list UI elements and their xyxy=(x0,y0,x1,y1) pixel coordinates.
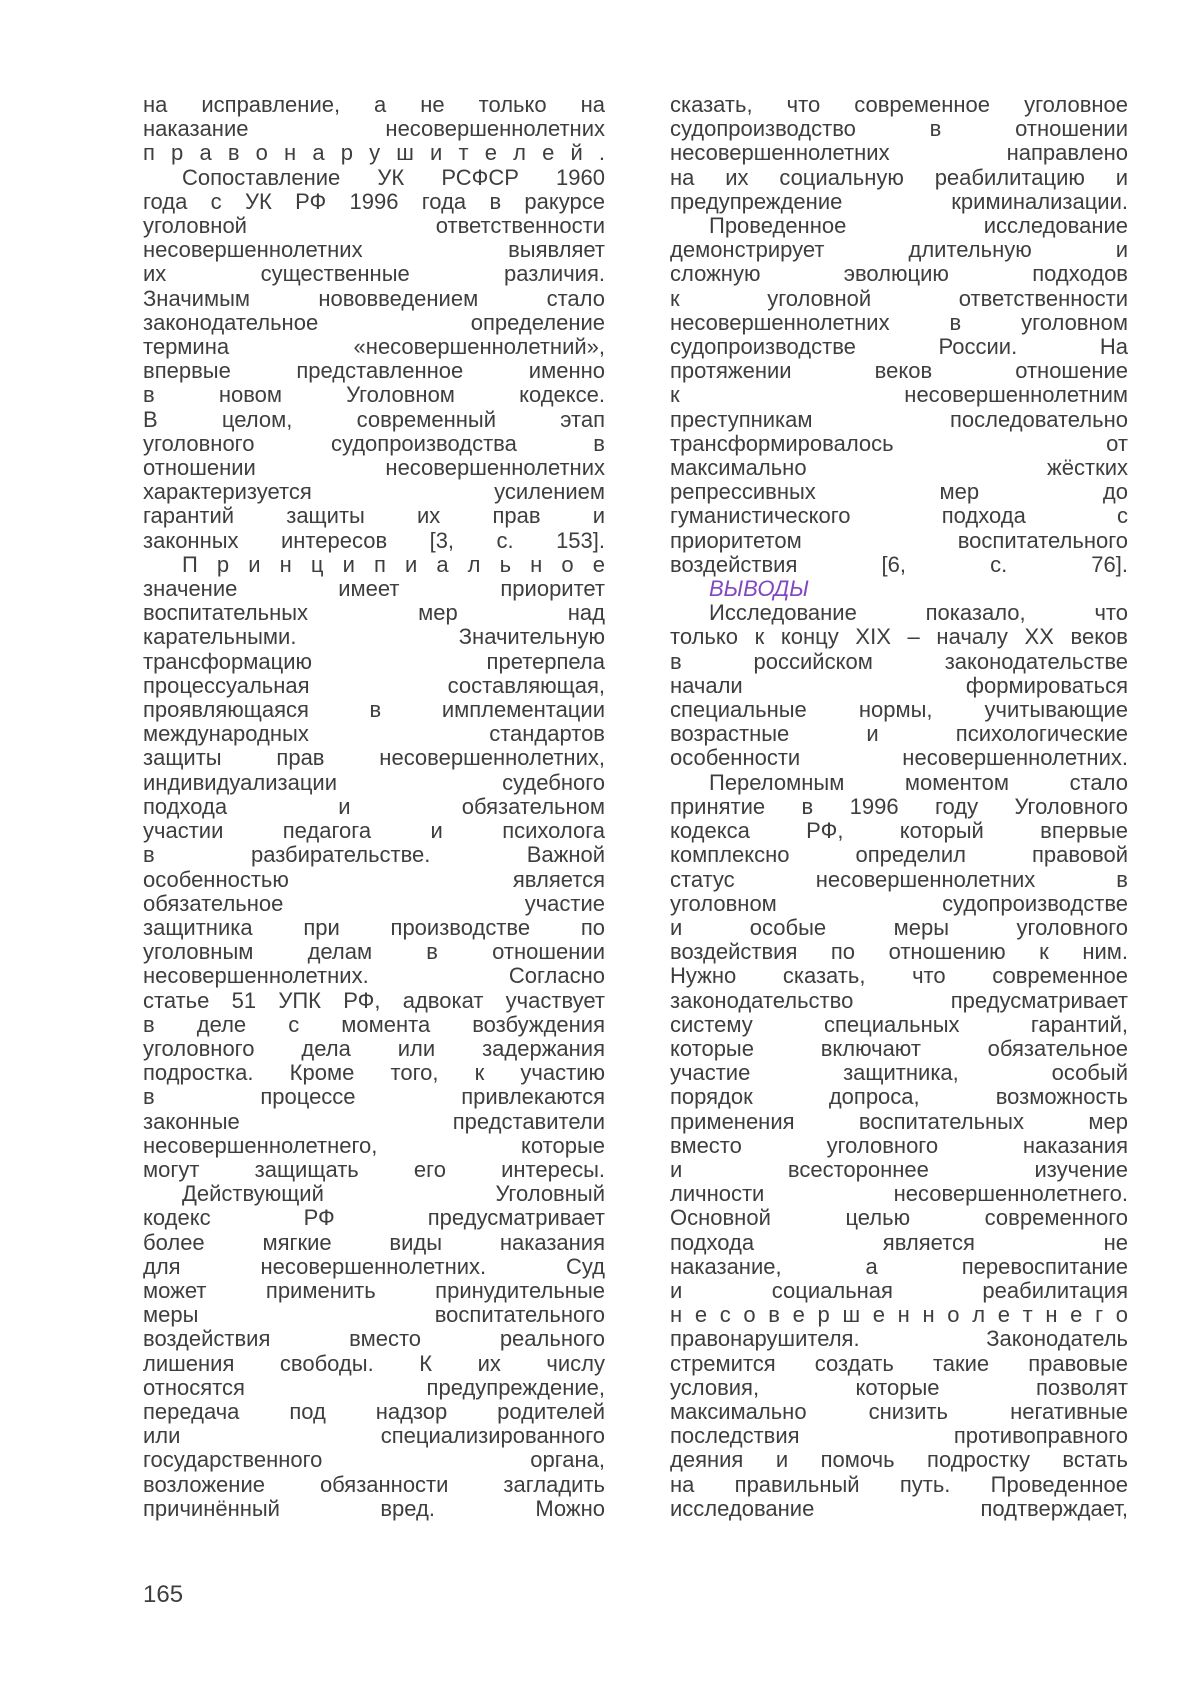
text-line: подростка. Кроме того, к участию xyxy=(143,1061,605,1086)
text-line: сложную эволюцию подходов xyxy=(670,262,1128,287)
page-number: 165 xyxy=(143,1581,184,1608)
text-line: исследование подтверждает, xyxy=(670,1496,1128,1521)
text-line: гарантий защиты их прав и xyxy=(143,504,605,529)
paragraph xyxy=(143,553,605,1182)
text-line: карательными. Значительную xyxy=(143,625,605,650)
text-line: воздействия [6, с. 76]. xyxy=(670,552,1128,577)
text-line: н е с о в е р ш е н н о л е т н е г о xyxy=(670,1303,1128,1328)
text-line: судопроизводство в отношении xyxy=(670,117,1128,142)
text-line: правонарушителя. Законодатель xyxy=(670,1327,1128,1352)
text-line: максимально снизить негативные xyxy=(670,1399,1128,1424)
text-line: законодательное определение xyxy=(143,310,605,335)
text-line: в деле с момента возбуждения xyxy=(143,1012,605,1037)
text-column-left xyxy=(143,93,605,1521)
text-line: протяжении веков отношение xyxy=(670,359,1128,384)
text-line: на их социальную реабилитацию и xyxy=(670,165,1128,190)
text-line: отношении несовершеннолетних xyxy=(143,456,605,481)
text-line: характеризуется усилением xyxy=(143,480,605,505)
text-line: приоритетом воспитательного xyxy=(670,528,1128,553)
text-line: несовершеннолетних выявляет xyxy=(143,238,605,263)
paragraph xyxy=(143,93,605,166)
text-line: термина «несовершеннолетний», xyxy=(143,335,605,360)
text-line: личности несовершеннолетнего. xyxy=(670,1182,1128,1207)
text-line: уголовным делам в отношении xyxy=(143,940,605,965)
text-line: вместо уголовного наказания xyxy=(670,1133,1128,1158)
text-line: принятие в 1996 году Уголовного xyxy=(670,794,1128,819)
text-line: законодательство предусматривает xyxy=(670,988,1128,1013)
text-line: Нужно сказать, что современное xyxy=(670,964,1128,989)
paragraph xyxy=(670,214,1128,577)
text-line: участии педагога и психолога xyxy=(143,819,605,844)
text-line: индивидуализации судебного xyxy=(143,770,605,795)
text-line: Основной целью современного xyxy=(670,1206,1128,1231)
text-line: несовершеннолетних. Согласно xyxy=(143,964,605,989)
text-line: могут защищать его интересы. xyxy=(143,1157,605,1182)
text-line: сказать, что современное уголовное xyxy=(670,93,1128,117)
text-line: применения воспитательных мер xyxy=(670,1109,1128,1134)
text-line: судопроизводстве России. На xyxy=(670,335,1128,360)
text-line: предупреждение криминализации. xyxy=(670,189,1128,214)
text-line: значение имеет приоритет xyxy=(143,577,605,602)
text-line: лишения свободы. К их числу xyxy=(143,1351,605,1376)
text-line: систему специальных гарантий, xyxy=(670,1012,1128,1037)
text-line: репрессивных мер до xyxy=(670,480,1128,505)
text-line: законные представители xyxy=(143,1109,605,1134)
text-line: законных интересов [3, с. 153]. xyxy=(143,528,605,553)
text-line: на правильный путь. Проведенное xyxy=(670,1472,1128,1497)
text-line: демонстрирует длительную и xyxy=(670,238,1128,263)
text-line: на исправление, а не только на xyxy=(143,93,605,117)
text-line: начали формироваться xyxy=(670,673,1128,698)
paragraph xyxy=(143,1182,605,1521)
text-line: трансформацию претерпела xyxy=(143,649,605,674)
text-column-right xyxy=(670,93,1128,1521)
text-line: в российском законодательстве xyxy=(670,649,1128,674)
text-line: впервые представленное именно xyxy=(143,359,605,384)
paragraph xyxy=(670,601,1128,770)
text-line: воспитательных мер над xyxy=(143,601,605,626)
text-line: максимально жёстких xyxy=(670,456,1128,481)
text-line: передача под надзор родителей xyxy=(143,1399,605,1424)
text-line: несовершеннолетних направлено xyxy=(670,141,1128,166)
text-line: обязательное участие xyxy=(143,891,605,916)
text-line: в разбирательстве. Важной xyxy=(143,843,605,868)
text-line: подхода и обязательном xyxy=(143,794,605,819)
text-line: особенности несовершеннолетних. xyxy=(670,746,1128,771)
text-line: специальные нормы, учитывающие xyxy=(670,698,1128,723)
text-line: условия, которые позволят xyxy=(670,1375,1128,1400)
text-line: несовершеннолетнего, которые xyxy=(143,1133,605,1158)
text-line: только к концу XIX – началу XX веков xyxy=(670,625,1128,650)
text-line: защитника при производстве по xyxy=(143,915,605,940)
text-line: Значимым нововведением стало xyxy=(143,286,605,311)
text-line: п р а в о н а р у ш и т е л е й . xyxy=(143,141,605,166)
text-line: наказание несовершеннолетних xyxy=(143,117,605,142)
text-line: П р и н ц и п и а л ь н о е xyxy=(182,552,605,577)
text-line: воздействия вместо реального xyxy=(143,1327,605,1352)
text-line: стремится создать такие правовые xyxy=(670,1351,1128,1376)
section-heading xyxy=(670,577,1128,601)
text-line: наказание, а перевоспитание xyxy=(670,1254,1128,1279)
text-line: защиты прав несовершеннолетних, xyxy=(143,746,605,771)
text-line: возрастные и психологические xyxy=(670,722,1128,747)
text-line: более мягкие виды наказания xyxy=(143,1230,605,1255)
text-line: меры воспитательного xyxy=(143,1303,605,1328)
text-line: деяния и помочь подростку встать xyxy=(670,1448,1128,1473)
text-line: к уголовной ответственности xyxy=(670,286,1128,311)
text-line: воздействия по отношению к ним. xyxy=(670,940,1128,965)
text-line: Проведенное исследование xyxy=(709,214,1128,239)
text-line: кодекс РФ предусматривает xyxy=(143,1206,605,1231)
text-line: или специализированного xyxy=(143,1424,605,1449)
text-line: может применить принудительные xyxy=(143,1278,605,1303)
text-line: уголовного судопроизводства в xyxy=(143,431,605,456)
text-line: года с УК РФ 1996 года в ракурсе xyxy=(143,189,605,214)
text-line: и особые меры уголовного xyxy=(670,915,1128,940)
text-line: последствия противоправного xyxy=(670,1424,1128,1449)
section-heading-text: ВЫВОДЫ xyxy=(709,577,809,602)
paragraph xyxy=(670,771,1128,1521)
text-line: для несовершеннолетних. Суд xyxy=(143,1254,605,1279)
text-line: государственного органа, xyxy=(143,1448,605,1473)
text-line: кодекса РФ, который впервые xyxy=(670,819,1128,844)
text-line: статье 51 УПК РФ, адвокат участвует xyxy=(143,988,605,1013)
text-line: Переломным моментом стало xyxy=(709,770,1128,795)
text-line: к несовершеннолетним xyxy=(670,383,1128,408)
text-line: и социальная реабилитация xyxy=(670,1278,1128,1303)
text-line: уголовной ответственности xyxy=(143,214,605,239)
text-line: в процессе привлекаются xyxy=(143,1085,605,1110)
text-line: уголовного дела или задержания xyxy=(143,1036,605,1061)
text-line: их существенные различия. xyxy=(143,262,605,287)
text-line: проявляющаяся в имплементации xyxy=(143,698,605,723)
text-line: комплексно определил правовой xyxy=(670,843,1128,868)
text-line: особенностью является xyxy=(143,867,605,892)
text-line: которые включают обязательное xyxy=(670,1036,1128,1061)
text-line: трансформировалось от xyxy=(670,431,1128,456)
text-line: Сопоставление УК РСФСР 1960 xyxy=(182,165,605,190)
text-line: В целом, современный этап xyxy=(143,407,605,432)
text-line: преступникам последовательно xyxy=(670,407,1128,432)
text-line: подхода является не xyxy=(670,1230,1128,1255)
text-line: относятся предупреждение, xyxy=(143,1375,605,1400)
text-line: несовершеннолетних в уголовном xyxy=(670,310,1128,335)
paragraph xyxy=(143,166,605,553)
paragraph xyxy=(670,93,1128,214)
text-line: в новом Уголовном кодексе. xyxy=(143,383,605,408)
text-line: уголовном судопроизводстве xyxy=(670,891,1128,916)
text-line: возложение обязанности загладить xyxy=(143,1472,605,1497)
text-line: Исследование показало, что xyxy=(709,601,1128,626)
text-line: порядок допроса, возможность xyxy=(670,1085,1128,1110)
text-line: участие защитника, особый xyxy=(670,1061,1128,1086)
text-line: гуманистического подхода с xyxy=(670,504,1128,529)
text-line: процессуальная составляющая, xyxy=(143,673,605,698)
text-line: статус несовершеннолетних в xyxy=(670,867,1128,892)
text-line: причинённый вред. Можно xyxy=(143,1496,605,1521)
text-line: и всестороннее изучение xyxy=(670,1157,1128,1182)
text-line: Действующий Уголовный xyxy=(182,1182,605,1207)
text-line: международных стандартов xyxy=(143,722,605,747)
